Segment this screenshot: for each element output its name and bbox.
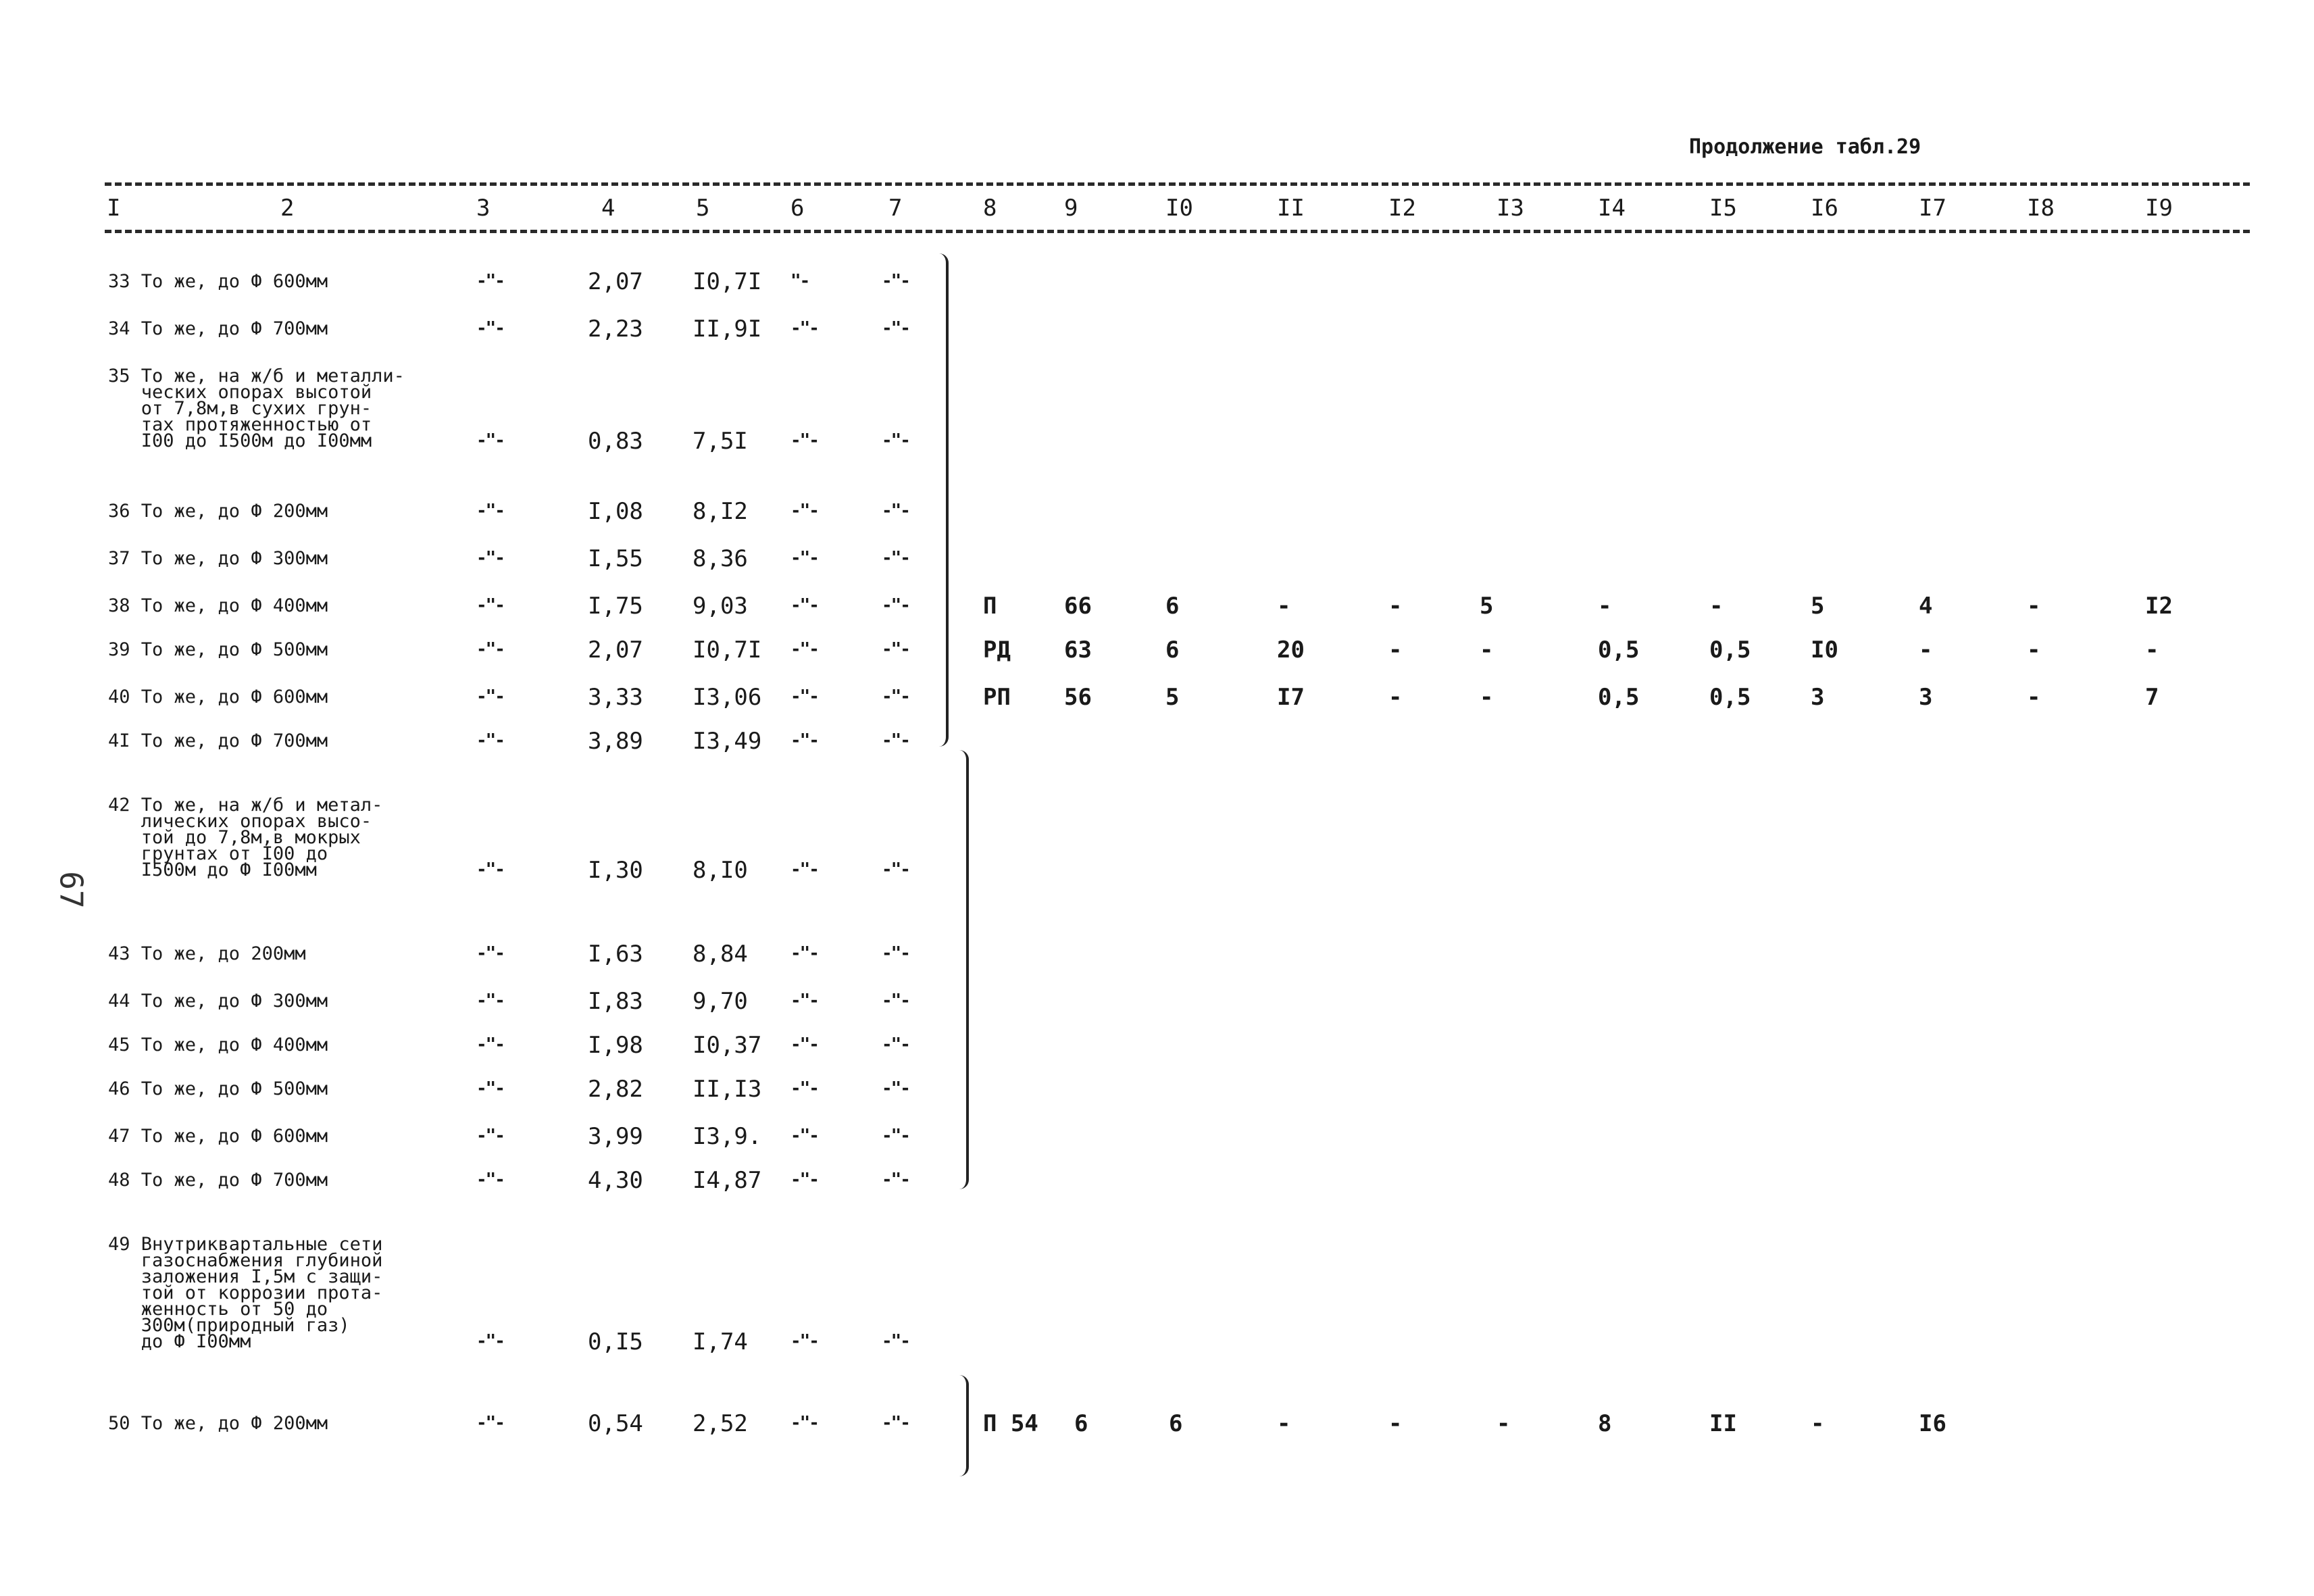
cell-c6: -"- bbox=[790, 730, 818, 751]
cell-c5: I0,37 bbox=[693, 1032, 762, 1059]
cell-c4: 3,89 bbox=[588, 728, 643, 755]
cell-c5: I0,7I bbox=[693, 268, 762, 295]
cell-c3: -"- bbox=[476, 430, 504, 451]
cell-c6: -"- bbox=[790, 1170, 818, 1190]
row-description: 48 То же, до Ф 700мм bbox=[108, 1170, 328, 1191]
cell-c7: -"- bbox=[882, 1331, 909, 1351]
cell-c6: -"- bbox=[790, 687, 818, 707]
cell-c3: -"- bbox=[476, 991, 504, 1011]
cell-right-16: 5 bbox=[1811, 593, 1825, 620]
cell-right-17: I6 bbox=[1919, 1410, 1946, 1437]
cell-c7: -"- bbox=[882, 430, 909, 451]
cell-c6: -"- bbox=[790, 548, 818, 568]
row-description: 45 То же, до Ф 400мм bbox=[108, 1034, 328, 1055]
cell-c5: 8,84 bbox=[693, 941, 748, 968]
cell-c3: -"- bbox=[476, 1413, 504, 1433]
cell-right-15: - bbox=[1709, 593, 1724, 620]
group-brace-2 bbox=[959, 750, 969, 1189]
row-description: 40 То же, до Ф 600мм bbox=[108, 687, 328, 707]
cell-c3: -"- bbox=[476, 1170, 504, 1190]
cell-c3: -"- bbox=[476, 687, 504, 707]
cell-right-12: - bbox=[1388, 1410, 1403, 1437]
cell-c6: -"- bbox=[790, 1126, 818, 1146]
cell-c6: -"- bbox=[790, 501, 818, 521]
cell-c5: 9,03 bbox=[693, 593, 748, 620]
header-col-18: I8 bbox=[2027, 195, 2055, 222]
cell-c4: 0,83 bbox=[588, 428, 643, 455]
header-col-7: 7 bbox=[888, 195, 903, 222]
cell-right-16: I0 bbox=[1811, 637, 1838, 664]
cell-right-12: - bbox=[1388, 684, 1403, 711]
header-col-12: I2 bbox=[1388, 195, 1416, 222]
cell-right-17: 4 bbox=[1919, 593, 1933, 620]
cell-c4: I,75 bbox=[588, 593, 643, 620]
cell-c5: I4,87 bbox=[693, 1167, 762, 1194]
cell-c5: 7,5I bbox=[693, 428, 748, 455]
cell-c4: 0,I5 bbox=[588, 1328, 643, 1355]
cell-c7: -"- bbox=[882, 1034, 909, 1055]
group-brace-3 bbox=[959, 1375, 969, 1476]
header-col-15: I5 bbox=[1709, 195, 1737, 222]
cell-c7: -"- bbox=[882, 943, 909, 964]
header-col-11: II bbox=[1277, 195, 1305, 222]
cell-c7: -"- bbox=[882, 687, 909, 707]
cell-right-14: 0,5 bbox=[1598, 684, 1640, 711]
cell-c7: -"- bbox=[882, 548, 909, 568]
cell-c4: 2,07 bbox=[588, 268, 643, 295]
cell-right-17: - bbox=[1919, 637, 1933, 664]
header-col-6: 6 bbox=[790, 195, 805, 222]
row-description: 38 То же, до Ф 400мм bbox=[108, 595, 328, 616]
cell-c4: 3,33 bbox=[588, 684, 643, 711]
header-col-5: 5 bbox=[696, 195, 710, 222]
cell-c5: II,9I bbox=[693, 316, 762, 343]
header-col-3: 3 bbox=[476, 195, 491, 222]
cell-right-12: - bbox=[1388, 637, 1403, 664]
cell-right-11: - bbox=[1277, 1410, 1291, 1437]
cell-right-12: - bbox=[1388, 593, 1403, 620]
cell-c7: -"- bbox=[882, 1170, 909, 1190]
cell-c6: "- bbox=[790, 271, 809, 291]
cell-c4: I,98 bbox=[588, 1032, 643, 1059]
cell-c3: -"- bbox=[476, 730, 504, 751]
cell-c6: -"- bbox=[790, 1331, 818, 1351]
row-description: 44 То же, до Ф 300мм bbox=[108, 991, 328, 1012]
cell-right-9: 63 bbox=[1064, 637, 1092, 664]
cell-c5: 2,52 bbox=[693, 1410, 748, 1437]
cell-c7: -"- bbox=[882, 730, 909, 751]
cell-c4: I,08 bbox=[588, 498, 643, 525]
cell-right-13: - bbox=[1480, 637, 1494, 664]
cell-c4: 2,82 bbox=[588, 1076, 643, 1103]
cell-right-8: П 54 bbox=[983, 1410, 1038, 1437]
cell-right-18: - bbox=[2027, 593, 2041, 620]
cell-right-11: I7 bbox=[1277, 684, 1305, 711]
header-col-2: 2 bbox=[280, 195, 295, 222]
cell-right-8: П bbox=[983, 593, 997, 620]
header-col-9: 9 bbox=[1064, 195, 1078, 222]
cell-c6: -"- bbox=[790, 1413, 818, 1433]
header-bottom-rule bbox=[105, 230, 2250, 233]
cell-c3: -"- bbox=[476, 318, 504, 339]
cell-c4: I,30 bbox=[588, 857, 643, 884]
cell-right-9: 6 bbox=[1074, 1410, 1088, 1437]
cell-c4: I,55 bbox=[588, 545, 643, 572]
cell-c5: 9,70 bbox=[693, 988, 748, 1015]
header-col-16: I6 bbox=[1811, 195, 1838, 222]
margin-page-number: 67 bbox=[53, 871, 90, 909]
cell-c6: -"- bbox=[790, 318, 818, 339]
cell-c3: -"- bbox=[476, 639, 504, 659]
cell-c3: -"- bbox=[476, 1078, 504, 1099]
cell-c4: 0,54 bbox=[588, 1410, 643, 1437]
header-col-8: 8 bbox=[983, 195, 997, 222]
cell-right-10: 6 bbox=[1165, 637, 1180, 664]
cell-right-19: - bbox=[2145, 637, 2159, 664]
row-description: 49 Внутриквартальные сети газоснабжения глубиной заложения I,5м с защи- той от коррозии прота- женность от 50 до 300м(природный газ) до Ф I00мм bbox=[108, 1234, 383, 1352]
row-description: 39 То же, до Ф 500мм bbox=[108, 639, 328, 660]
cell-right-13: - bbox=[1480, 684, 1494, 711]
cell-c6: -"- bbox=[790, 639, 818, 659]
cell-right-14: - bbox=[1598, 593, 1612, 620]
cell-right-10: 6 bbox=[1169, 1410, 1183, 1437]
group-brace-1 bbox=[939, 253, 949, 747]
cell-right-13: - bbox=[1496, 1410, 1511, 1437]
cell-c6: -"- bbox=[790, 430, 818, 451]
cell-c3: -"- bbox=[476, 1331, 504, 1351]
row-description: 33 То же, до Ф 600мм bbox=[108, 271, 328, 292]
cell-right-15: 0,5 bbox=[1709, 684, 1751, 711]
cell-c4: 2,23 bbox=[588, 316, 643, 343]
header-col-10: I0 bbox=[1165, 195, 1193, 222]
cell-c5: I0,7I bbox=[693, 637, 762, 664]
cell-c7: -"- bbox=[882, 1413, 909, 1433]
cell-c7: -"- bbox=[882, 271, 909, 291]
cell-c4: 3,99 bbox=[588, 1123, 643, 1150]
cell-right-18: - bbox=[2027, 684, 2041, 711]
cell-c3: -"- bbox=[476, 271, 504, 291]
cell-c3: -"- bbox=[476, 943, 504, 964]
cell-right-17: 3 bbox=[1919, 684, 1933, 711]
row-description: 42 То же, на ж/б и метал- лических опорах высо- той до 7,8м,в мокрых грунтах от I00 до I500м до Ф I00мм bbox=[108, 795, 383, 880]
cell-right-14: 8 bbox=[1598, 1410, 1612, 1437]
row-description: 35 То же, на ж/б и металли- ческих опорах высотой от 7,8м,в сухих грун- тах протяженностью от I00 до I500м до I00мм bbox=[108, 366, 405, 451]
cell-c6: -"- bbox=[790, 991, 818, 1011]
cell-right-9: 56 bbox=[1064, 684, 1092, 711]
cell-c4: 4,30 bbox=[588, 1167, 643, 1194]
cell-c5: 8,36 bbox=[693, 545, 748, 572]
cell-right-14: 0,5 bbox=[1598, 637, 1640, 664]
cell-c6: -"- bbox=[790, 943, 818, 964]
header-top-rule bbox=[105, 182, 2250, 186]
row-description: 43 То же, до 200мм bbox=[108, 943, 306, 964]
cell-right-8: РП bbox=[983, 684, 1011, 711]
cell-c3: -"- bbox=[476, 859, 504, 880]
cell-right-15: II bbox=[1709, 1410, 1737, 1437]
cell-c5: I3,49 bbox=[693, 728, 762, 755]
cell-c3: -"- bbox=[476, 595, 504, 616]
cell-c4: I,63 bbox=[588, 941, 643, 968]
cell-c7: -"- bbox=[882, 595, 909, 616]
header-col-14: I4 bbox=[1598, 195, 1626, 222]
cell-right-16: 3 bbox=[1811, 684, 1825, 711]
cell-c3: -"- bbox=[476, 1126, 504, 1146]
cell-c7: -"- bbox=[882, 991, 909, 1011]
header-col-17: I7 bbox=[1919, 195, 1946, 222]
cell-c6: -"- bbox=[790, 595, 818, 616]
header-col-13: I3 bbox=[1496, 195, 1524, 222]
cell-c7: -"- bbox=[882, 1126, 909, 1146]
continuation-caption: Продолжение табл.29 bbox=[1689, 135, 1921, 159]
cell-c6: -"- bbox=[790, 1034, 818, 1055]
cell-right-10: 5 bbox=[1165, 684, 1180, 711]
cell-c5: I3,06 bbox=[693, 684, 762, 711]
cell-right-8: РД bbox=[983, 637, 1011, 664]
cell-c7: -"- bbox=[882, 501, 909, 521]
row-description: 36 То же, до Ф 200мм bbox=[108, 501, 328, 522]
cell-c5: 8,I2 bbox=[693, 498, 748, 525]
cell-right-13: 5 bbox=[1480, 593, 1494, 620]
row-description: 34 То же, до Ф 700мм bbox=[108, 318, 328, 339]
header-col-19: I9 bbox=[2145, 195, 2173, 222]
cell-right-15: 0,5 bbox=[1709, 637, 1751, 664]
row-description: 4I То же, до Ф 700мм bbox=[108, 730, 328, 751]
cell-right-11: 20 bbox=[1277, 637, 1305, 664]
cell-c3: -"- bbox=[476, 548, 504, 568]
cell-c5: I,74 bbox=[693, 1328, 748, 1355]
cell-c3: -"- bbox=[476, 1034, 504, 1055]
row-description: 47 То же, до Ф 600мм bbox=[108, 1126, 328, 1147]
cell-c5: II,I3 bbox=[693, 1076, 762, 1103]
cell-right-18: - bbox=[2027, 637, 2041, 664]
row-description: 50 То же, до Ф 200мм bbox=[108, 1413, 328, 1434]
cell-c4: I,83 bbox=[588, 988, 643, 1015]
cell-right-19: 7 bbox=[2145, 684, 2159, 711]
cell-right-11: - bbox=[1277, 593, 1291, 620]
cell-c4: 2,07 bbox=[588, 637, 643, 664]
cell-c7: -"- bbox=[882, 859, 909, 880]
cell-c5: I3,9. bbox=[693, 1123, 762, 1150]
cell-c7: -"- bbox=[882, 1078, 909, 1099]
cell-c7: -"- bbox=[882, 639, 909, 659]
cell-right-19: I2 bbox=[2145, 593, 2173, 620]
cell-c3: -"- bbox=[476, 501, 504, 521]
header-col-4: 4 bbox=[601, 195, 615, 222]
cell-c6: -"- bbox=[790, 1078, 818, 1099]
cell-c5: 8,I0 bbox=[693, 857, 748, 884]
cell-right-9: 66 bbox=[1064, 593, 1092, 620]
cell-right-10: 6 bbox=[1165, 593, 1180, 620]
row-description: 37 То же, до Ф 300мм bbox=[108, 548, 328, 569]
header-col-1: I bbox=[107, 195, 121, 222]
cell-c7: -"- bbox=[882, 318, 909, 339]
cell-c6: -"- bbox=[790, 859, 818, 880]
cell-right-16: - bbox=[1811, 1410, 1825, 1437]
row-description: 46 То же, до Ф 500мм bbox=[108, 1078, 328, 1099]
